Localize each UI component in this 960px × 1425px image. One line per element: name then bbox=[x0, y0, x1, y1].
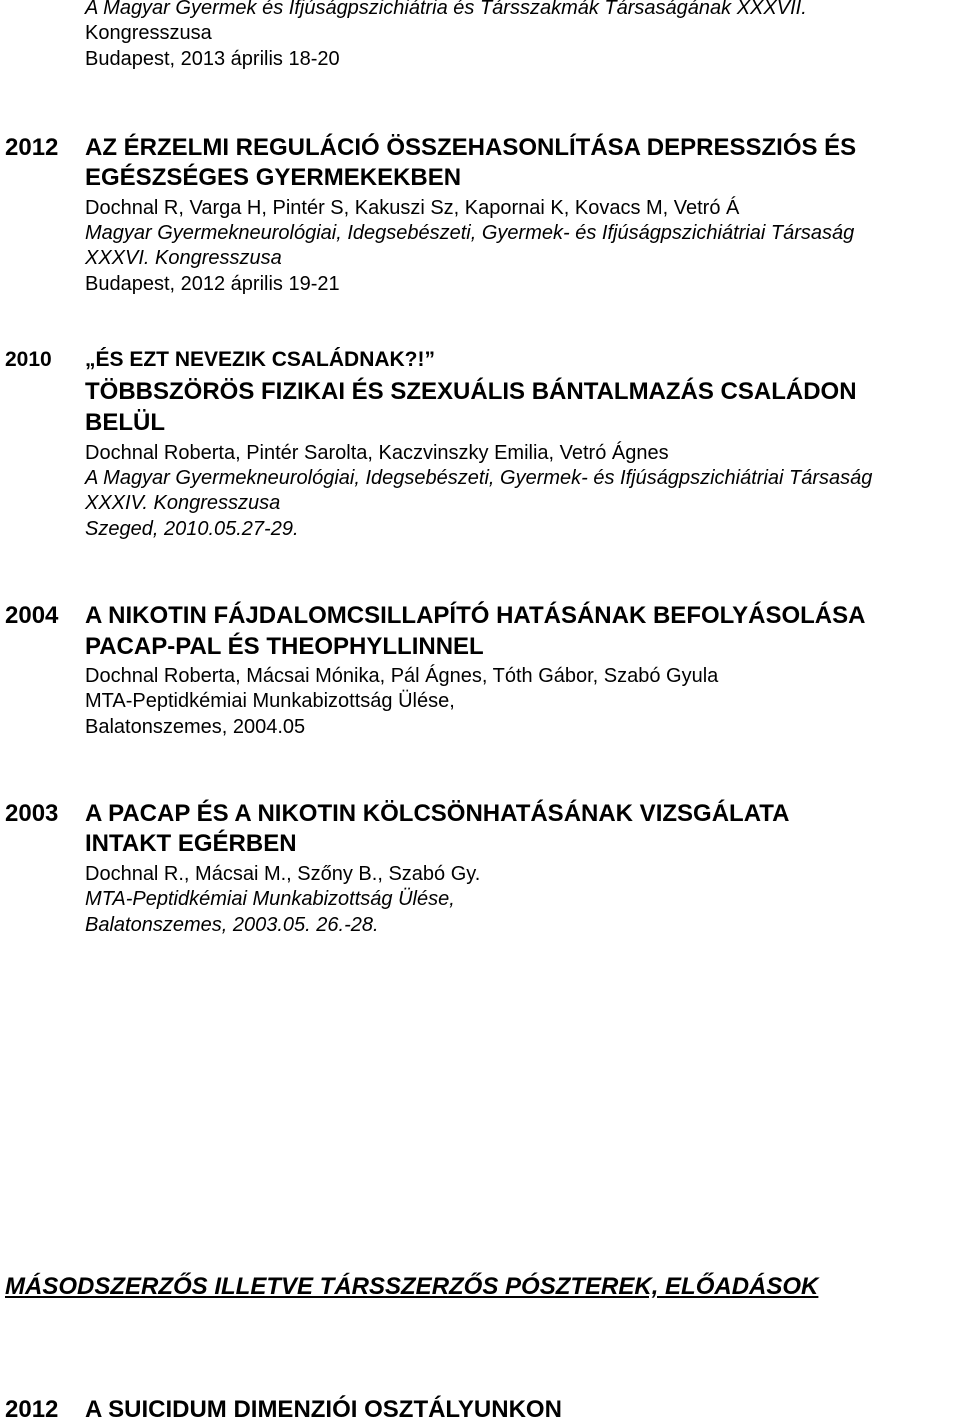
entry-title-line: INTAKT EGÉRBEN bbox=[85, 830, 297, 857]
entry-venue-line: XXXVI. Kongresszusa bbox=[85, 247, 282, 269]
top-entry-venue-line2: Kongresszusa bbox=[85, 22, 212, 44]
section-heading: MÁSODSZERZŐS ILLETVE TÁRSSZERZŐS PÓSZTEREK, ELŐADÁSOK bbox=[5, 1273, 819, 1300]
entry-place: Balatonszemes, 2004.05 bbox=[85, 716, 306, 738]
entry-year: 2004 bbox=[5, 602, 59, 629]
entry-title-line: A PACAP ÉS A NIKOTIN KÖLCSÖNHATÁSÁNAK VIZSGÁLATA bbox=[85, 800, 790, 827]
entry-authors: Dochnal R, Varga H, Pintér S, Kakuszi Sz, Kapornai K, Kovacs M, Vetró Á bbox=[85, 197, 740, 219]
entry-title-line: EGÉSZSÉGES GYERMEKEKBEN bbox=[85, 164, 462, 191]
entry-title-line: PACAP-PAL ÉS THEOPHYLLINNEL bbox=[85, 633, 484, 660]
entry-venue-line: MTA-Peptidkémiai Munkabizottság Ülése, bbox=[85, 888, 455, 910]
entry-year: 2012 bbox=[5, 134, 59, 161]
entry-year: 2010 bbox=[5, 348, 52, 371]
entry-authors: Dochnal Roberta, Mácsai Mónika, Pál Ágnes, Tóth Gábor, Szabó Gyula bbox=[85, 665, 719, 687]
top-entry-place: Budapest, 2013 április 18-20 bbox=[85, 48, 340, 70]
entry-title-line: BELÜL bbox=[85, 409, 165, 436]
entry-place: Szeged, 2010.05.27-29. bbox=[85, 518, 299, 540]
top-entry-venue-line1: A Magyar Gyermek és Ifjúságpszichiátria és Társszakmák Társaságának XXXVII. bbox=[85, 0, 807, 19]
entry-authors: Dochnal R., Mácsai M., Szőny B., Szabó Gy. bbox=[85, 863, 481, 885]
entry-title-line: A SUICIDUM DIMENZIÓI OSZTÁLYUNKON bbox=[85, 1396, 562, 1423]
entry-title-line: A NIKOTIN FÁJDALOMCSILLAPÍTÓ HATÁSÁNAK BEFOLYÁSOLÁSA bbox=[85, 602, 866, 629]
entry-place: Balatonszemes, 2003.05. 26.-28. bbox=[85, 914, 379, 936]
entry-place: Budapest, 2012 április 19-21 bbox=[85, 273, 340, 295]
entry-venue-line: Magyar Gyermekneurológiai, Idegsebészeti, Gyermek- és Ifjúságpszichiátriai Társaság bbox=[85, 222, 855, 244]
entry-title-line: TÖBBSZÖRÖS FIZIKAI ÉS SZEXUÁLIS BÁNTALMAZÁS CSALÁDON bbox=[85, 378, 857, 405]
entry-title-line: „ÉS EZT NEVEZIK CSALÁDNAK?!” bbox=[85, 348, 436, 371]
entry-authors: Dochnal Roberta, Pintér Sarolta, Kaczvinszky Emilia, Vetró Ágnes bbox=[85, 442, 669, 464]
entry-venue-line: XXXIV. Kongresszusa bbox=[85, 492, 281, 514]
entry-venue-line: MTA-Peptidkémiai Munkabizottság Ülése, bbox=[85, 690, 455, 712]
entry-venue-line: A Magyar Gyermekneurológiai, Idegsebészeti, Gyermek- és Ifjúságpszichiátriai Társaság bbox=[85, 467, 873, 489]
entry-title-line: AZ ÉRZELMI REGULÁCIÓ ÖSSZEHASONLÍTÁSA DEPRESSZIÓS ÉS bbox=[85, 134, 857, 161]
entry-year: 2012 bbox=[5, 1396, 59, 1423]
entry-year: 2003 bbox=[5, 800, 59, 827]
